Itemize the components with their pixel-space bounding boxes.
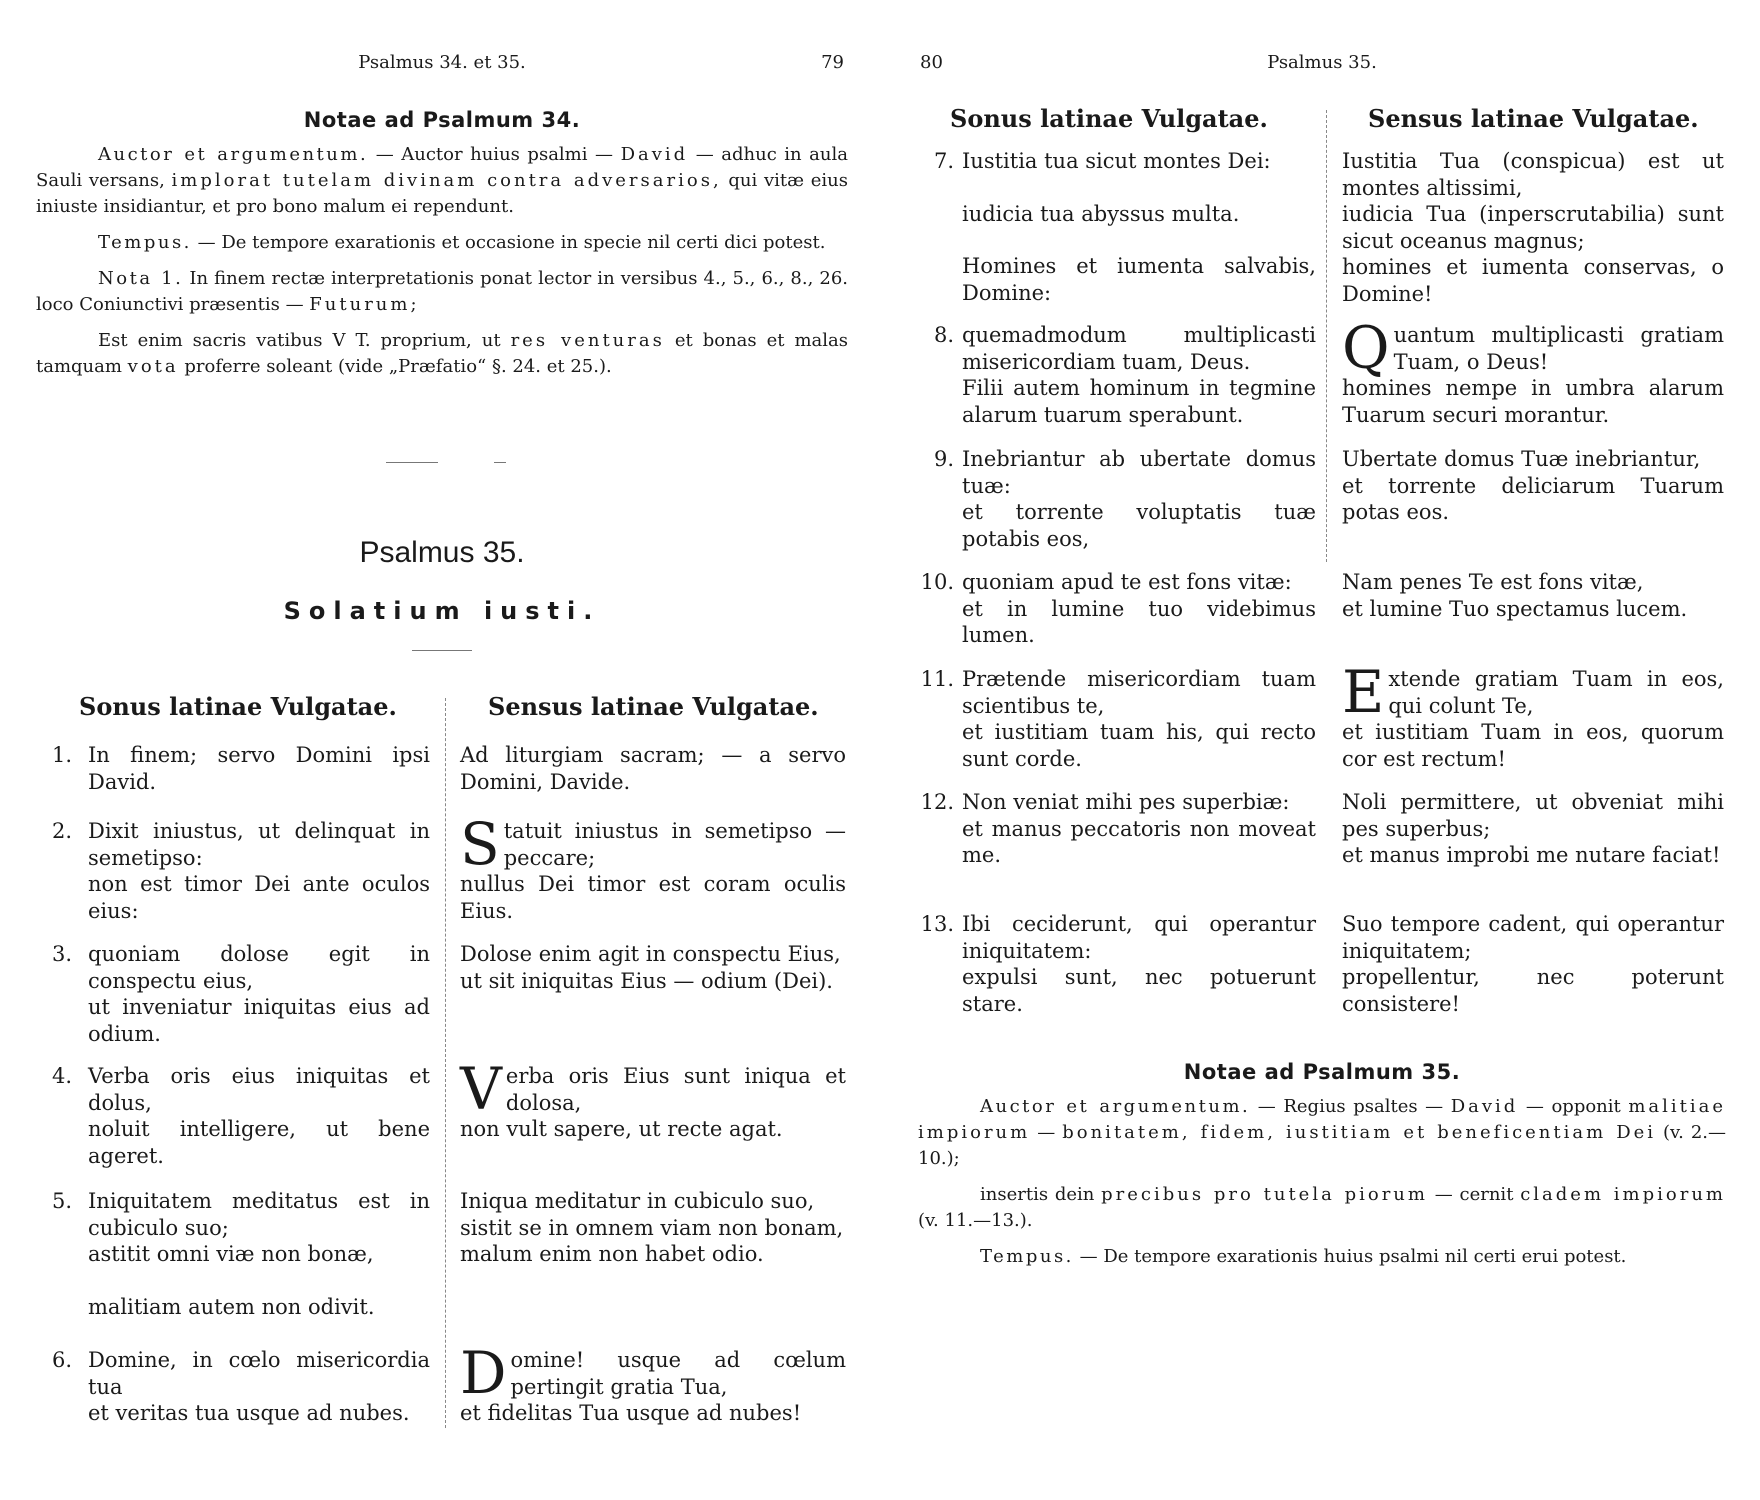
verse-number: 11. — [920, 667, 954, 691]
note-paragraph: Auctor et argumentum. — Regius psaltes — David — opponit malitiae impiorum — bonitatem, fidem, iustitiam et beneficentiam Dei (v. 2.—10.); — [918, 1096, 1727, 1169]
sensus-line: homines et iumenta conservas, o Domine! — [1342, 255, 1724, 306]
sensus-line: nullus Dei timor est coram oculis Eius. — [460, 872, 846, 923]
drop-cap: S — [460, 810, 500, 878]
verse-sensus — [1342, 446, 1724, 526]
verse-number: 12. — [920, 790, 954, 814]
verse-sensus — [1342, 148, 1724, 307]
verse-sensus — [460, 1055, 846, 1143]
sonus-line: Filii autem hominum in tegmine alarum tuarum sperabunt. — [962, 376, 1316, 427]
verse-sonus — [88, 1347, 430, 1427]
verse-sonus — [88, 818, 430, 924]
sonus-line: et in lumine tuo videbimus lumen. — [962, 596, 1316, 647]
sensus-text: tatuit iniustus in semetipso — peccare; — [503, 819, 846, 870]
verse-sensus — [1342, 911, 1724, 1017]
sonus-line: Iniquitatem meditatus est in cubiculo suo; — [88, 1189, 430, 1240]
drop-cap: V — [460, 1055, 502, 1123]
psalm-title: Psalmus 35. — [359, 536, 525, 569]
drop-cap: E — [1342, 658, 1385, 726]
section-divider — [386, 462, 438, 463]
notes-section — [36, 108, 848, 390]
sensus-line: homines nempe in umbra alarum Tuarum securi morantur. — [1342, 376, 1724, 427]
sonus-line: et manus peccatoris non moveat me. — [962, 816, 1316, 867]
verse-sonus — [962, 148, 1316, 306]
sensus-line: Iniqua meditatur in cubiculo suo, — [460, 1189, 815, 1213]
verse-sensus — [1342, 314, 1724, 428]
sonus-line: astitit omni viæ non bonæ, — [88, 1242, 374, 1266]
col-heading-sensus: Sensus latinae Vulgatae. — [488, 692, 819, 721]
sonus-line: quoniam dolose egit in conspectu eius, — [88, 942, 430, 993]
sensus-line — [1342, 658, 1724, 726]
verse-number: 7. — [933, 149, 954, 173]
verse-sensus — [460, 810, 846, 924]
sensus-line: Dolose enim agit in conspectu Eius, — [460, 942, 841, 966]
drop-cap: D — [460, 1339, 507, 1407]
sonus-line: Iustitia tua sicut montes Dei: — [962, 149, 1271, 173]
verse-number: 13. — [920, 912, 954, 936]
sensus-text: uantum multiplicasti gratiam Tuam, o Deus! — [1393, 323, 1724, 374]
sensus-line: et fidelitas Tua usque ad nubes! — [460, 1401, 802, 1425]
sensus-line: Ubertate domus Tuæ inebriantur, — [1342, 447, 1701, 471]
running-head — [36, 52, 848, 76]
sensus-line: ut sit iniquitas Eius — odium (Dei). — [460, 968, 833, 993]
notes-heading: Notae ad Psalmum 35. — [1183, 1060, 1461, 1084]
verse-number: 9. — [933, 447, 954, 471]
verse-sensus — [460, 1339, 846, 1427]
verse-number: 10. — [920, 570, 954, 594]
sensus-line — [460, 1055, 846, 1123]
drop-cap: Q — [1342, 314, 1390, 382]
note-paragraph: insertis dein precibus pro tutela piorum — cernit cladem impiorum (v. 11.—13.). — [918, 1184, 1726, 1231]
left-page — [36, 0, 848, 1500]
sensus-line: et manus improbi me nutare faciat! — [1342, 843, 1721, 867]
verse-sonus — [88, 941, 430, 1047]
sonus-line: quemadmodum multiplicasti misericordiam tuam, Deus. — [962, 323, 1316, 374]
verse-sonus — [88, 742, 430, 795]
notes-section — [918, 1060, 1726, 1280]
column-rule — [445, 698, 446, 1428]
note-paragraph: Tempus. — De tempore exarationis et occasione in specie nil certi dici potest. — [98, 232, 826, 253]
psalm-subtitle: Solatium iusti. — [283, 597, 601, 625]
sonus-line: non est timor Dei ante oculos eius: — [88, 872, 430, 923]
sensus-line: Suo tempore cadent, qui operantur iniquitatem; — [1342, 912, 1724, 963]
verse-sonus — [88, 1188, 430, 1320]
sonus-line: Ibi ceciderunt, qui operantur iniquitatem: — [962, 912, 1316, 963]
sensus-line: et iustitiam Tuam in eos, quorum cor est rectum! — [1342, 720, 1724, 771]
note-paragraph: Auctor et argumentum. — Auctor huius psalmi — David — adhuc in aula Sauli versans, implorat tutelam divinam contra adversarios, qui vitæ eius iniuste insidiantur, et pro bono malum ei rependunt. — [36, 144, 849, 217]
verse-sensus — [460, 1188, 846, 1268]
sonus-line: In finem; servo Domini ipsi David. — [88, 743, 430, 794]
verse-sonus — [962, 322, 1316, 428]
verse-number: 8. — [933, 323, 954, 347]
title-divider — [412, 650, 472, 651]
verse-sonus — [962, 666, 1316, 772]
sonus-line: noluit intelligere, ut bene ageret. — [88, 1117, 430, 1168]
verse-sonus — [962, 569, 1316, 649]
sonus-line: quoniam apud te est fons vitæ: — [962, 570, 1292, 594]
col-heading-sonus: Sonus latinae Vulgatae. — [950, 104, 1268, 133]
running-title: Psalmus 35. — [1267, 52, 1377, 73]
sensus-line: et lumine Tuo spectamus lucem. — [1342, 596, 1688, 621]
sensus-line — [1342, 314, 1724, 382]
sensus-line: Nam penes Te est fons vitæ, — [1342, 570, 1644, 594]
sonus-line: malitiam autem non odivit. — [88, 1294, 375, 1319]
verse-sensus — [1342, 658, 1724, 772]
sonus-line: et veritas tua usque ad nubes. — [88, 1401, 410, 1425]
sensus-text: xtende gratiam Tuam in eos, qui colunt Te, — [1388, 667, 1724, 718]
verse-sonus — [962, 911, 1316, 1017]
sensus-line — [460, 1339, 846, 1407]
page-number: 80 — [920, 52, 943, 73]
sensus-line: iudicia Tua (inperscrutabilia) sunt sicut oceanus magnus; — [1342, 202, 1724, 253]
sonus-line: Inebriantur ab ubertate domus tuæ: — [962, 447, 1316, 498]
sensus-text: omine! usque ad cœlum pertingit gratia Tua, — [510, 1348, 846, 1399]
page-number: 79 — [821, 52, 844, 73]
sonus-line: et torrente voluptatis tuæ potabis eos, — [962, 500, 1316, 551]
right-page — [918, 0, 1726, 1500]
verse-sensus — [1342, 569, 1724, 622]
sonus-line: Dixit iniustus, ut delinquat in semetipso: — [88, 819, 430, 870]
verse-number: 1. — [51, 743, 72, 767]
col-heading-sonus: Sonus latinae Vulgatae. — [79, 692, 397, 721]
sensus-line: propellentur, nec poterunt consistere! — [1342, 965, 1724, 1016]
running-title: Psalmus 34. et 35. — [358, 52, 526, 73]
sensus-line: malum enim non habet odio. — [460, 1242, 764, 1266]
sensus-line: Iustitia Tua (conspicua) est ut montes altissimi, — [1342, 149, 1724, 200]
verse-number: 4. — [51, 1064, 72, 1088]
verse-number: 3. — [51, 942, 72, 966]
note-paragraph: Nota 1. In finem rectæ interpretationis ponat lector in versibus 4., 5., 6., 8., 26. loco Coniunctivi præsentis — Futurum; — [36, 268, 848, 315]
note-paragraph: Tempus. — De tempore exarationis huius psalmi nil certi erui potest. — [980, 1246, 1627, 1267]
sonus-line: expulsi sunt, nec potuerunt stare. — [962, 965, 1316, 1016]
verse-sonus — [88, 1063, 430, 1169]
col-heading-sensus: Sensus latinae Vulgatae. — [1368, 104, 1699, 133]
sensus-line: et torrente deliciarum Tuarum potas eos. — [1342, 473, 1724, 524]
sensus-text: erba oris Eius sunt iniqua et dolosa, — [505, 1064, 846, 1115]
sonus-line: Non veniat mihi pes superbiæ: — [962, 790, 1290, 814]
running-head — [918, 52, 1726, 76]
note-paragraph: Est enim sacris vatibus V T. proprium, ut res venturas et bonas et malas tamquam vota proferre soleant (vide „Præfatio“ §. 24. et 25.). — [36, 330, 849, 377]
verse-number: 2. — [51, 819, 72, 843]
verse-sonus — [962, 789, 1316, 869]
notes-heading: Notae ad Psalmum 34. — [303, 108, 581, 132]
sonus-line: Homines et iumenta salvabis, Domine: — [962, 254, 1316, 305]
verse-sensus — [460, 742, 846, 795]
verse-sonus — [962, 446, 1316, 552]
sensus-line: sistit se in omnem viam non bonam, — [460, 1215, 844, 1240]
sensus-line: Ad liturgiam sacram; — a servo Domini, Davide. — [460, 743, 846, 794]
sonus-line: iudicia tua abyssus multa. — [962, 201, 1240, 226]
column-rule — [1326, 110, 1327, 562]
sonus-line: et iustitiam tuam his, qui recto sunt corde. — [962, 720, 1316, 771]
sonus-line: Domine, in cœlo misericordia tua — [88, 1348, 430, 1399]
verse-sensus — [460, 941, 846, 994]
section-divider — [494, 462, 506, 463]
sonus-line: Prætende misericordiam tuam scientibus te, — [962, 667, 1316, 718]
verse-sensus — [1342, 789, 1724, 869]
sonus-line: Verba oris eius iniquitas et dolus, — [88, 1064, 430, 1115]
sensus-line — [460, 810, 846, 878]
sensus-line: Noli permittere, ut obveniat mihi pes superbus; — [1342, 790, 1724, 841]
sonus-line: ut inveniatur iniquitas eius ad odium. — [88, 995, 430, 1046]
sensus-line: non vult sapere, ut recte agat. — [460, 1117, 783, 1141]
verse-number: 6. — [51, 1348, 72, 1372]
verse-number: 5. — [51, 1189, 72, 1213]
